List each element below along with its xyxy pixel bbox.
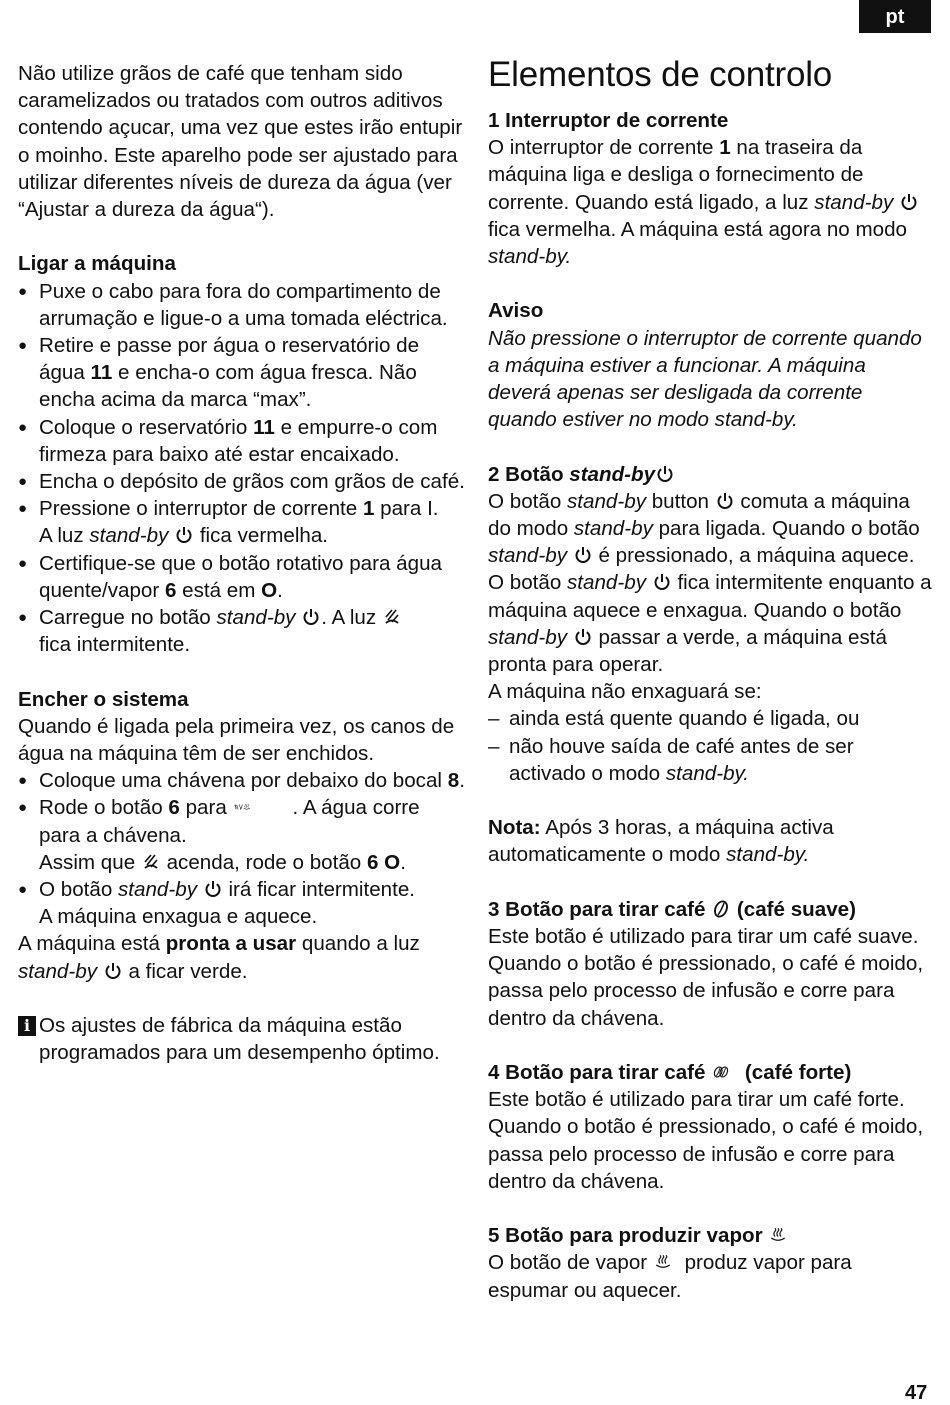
section-title-3: 3 Botão para tirar café (café suave) <box>488 897 856 921</box>
power-icon <box>900 192 918 212</box>
list-item: ● Encha o depósito de grãos com grãos de café. <box>18 468 466 495</box>
section-title-4: 4 Botão para tirar café (café forte) <box>488 1061 852 1085</box>
list-item: ● Puxe o cabo para fora do compartimento de arrumação e ligue-o a uma tomada eléctrica. <box>18 278 466 332</box>
left-column <box>18 60 466 1066</box>
steam-icon <box>769 1225 793 1245</box>
list-item: – não houve saída de café antes de ser activado o modo stand-by. <box>488 733 933 787</box>
section-5-text: O botão de vapor produz vapor para espumar ou aquecer. <box>488 1251 852 1302</box>
list-item: ● Pressione o interruptor de corrente 1 para I. A luz stand-by fica vermelha. <box>18 495 466 549</box>
list-item: ● Carregue no botão stand-by . A luz fica intermitente. <box>18 604 466 658</box>
section-2-text: O botão stand-by button comuta a máquina do modo stand-by para ligada. Quando o botão stand-by é pressionado, a máquina aquece. O botão stand-by fica intermitente enquanto a máquina aquece e enxagua. Quando o botão stand-by passar a verde, a máquina está pronta para operar. <box>488 489 932 677</box>
steam-icon <box>654 1252 678 1272</box>
page-title: Elementos de controlo <box>488 55 833 94</box>
power-icon <box>656 464 674 484</box>
section-1-text: O interruptor de corrente 1 na traseira da máquina liga e desliga o fornecimento de corrente. Quando está ligado, a luz stand-by fica vermelha. A máquina está agora no modo stand-by. <box>488 134 933 270</box>
aviso-text: Não pressione o interruptor de corrente quando a máquina estiver a funcionar. A máquina deverá apenas ser desligada da corrente quando estiver no modo stand-by. <box>488 326 922 432</box>
power-icon <box>302 607 320 627</box>
list-item: ● O botão stand-by irá ficar intermitente. A máquina enxagua e aquece. <box>18 876 466 930</box>
section-title-encher: Encher o sistema <box>18 687 189 711</box>
section-2-list <box>488 705 933 787</box>
power-icon <box>574 545 592 565</box>
coffee-bean-icon <box>712 899 730 919</box>
list-item: ● Certifique-se que o botão rotativo para água quente/vapor 6 está em O. <box>18 550 466 604</box>
section-title-ligar: Ligar a máquina <box>18 252 176 276</box>
page-number: 47 <box>905 1382 928 1404</box>
hot-water-steam-icon <box>234 797 292 817</box>
intro-paragraph: Não utilize grãos de café que tenham sido caramelizados ou tratados com outros aditivos contendo açucar, uma vez que estes irão entupir o moinho. Este aparelho pode ser ajustado para utilizar diferentes níveis de dureza da água (ver “Ajustar a dureza da água“). <box>18 62 463 222</box>
aviso-title: Aviso <box>488 299 544 323</box>
info-note: i Os ajustes de fábrica da máquina estão programados para um desempenho óptimo. <box>18 1012 466 1066</box>
right-column <box>488 55 933 1304</box>
section-2-text-2: A máquina não enxaguará se: <box>488 680 762 704</box>
nota: Nota: Após 3 horas, a máquina activa automaticamente o modo stand-by. <box>488 816 834 867</box>
list-item: ● Rode o botão 6 para . A água corre para a chávena. Assim que acenda, rode o botão 6 O. <box>18 794 466 876</box>
list-item: ● Retire e passe por água o reservatório de água 11 e encha-o com água fresca. Não encha acima da marca “max”. <box>18 332 466 414</box>
section-3-text: Este botão é utilizado para tirar um café suave. Quando o botão é pressionado, o café é moido, passa pelo processo de infusão e corre para dentro da chávena. <box>488 925 924 1030</box>
language-tab: pt <box>859 0 931 33</box>
encher-paragraph: Quando é ligada pela primeira vez, os canos de água na máquina têm de ser enchidos. <box>18 714 455 766</box>
list-item: ● Coloque o reservatório 11 e empurre-o com firmeza para baixo até estar encaixado. <box>18 414 466 468</box>
power-icon <box>204 879 222 899</box>
double-coffee-bean-icon <box>712 1062 738 1082</box>
encher-list <box>18 767 466 930</box>
list-item: – ainda está quente quando é ligada, ou <box>488 705 933 732</box>
section-title-1: 1 Interruptor de corrente <box>488 109 729 132</box>
section-title-5: 5 Botão para produzir vapor <box>488 1222 933 1249</box>
power-icon <box>104 961 122 981</box>
ready-paragraph: A máquina está pronta a usar quando a luz stand-by a ficar verde. <box>18 932 420 983</box>
power-icon <box>716 491 734 511</box>
section-title-2: 2 Botão stand-by <box>488 461 933 488</box>
power-icon <box>653 572 671 592</box>
descale-icon <box>142 852 160 872</box>
section-4-text: Este botão é utilizado para tirar um café forte. Quando o botão é pressionado, o café é moido, passa pelo processo de infusão e corre para dentro da chávena. <box>488 1088 924 1193</box>
power-icon <box>574 627 592 647</box>
info-icon: i <box>18 1016 36 1036</box>
list-item: ● Coloque uma chávena por debaixo do bocal 8. <box>18 767 466 794</box>
ligar-list <box>18 278 466 659</box>
descale-icon <box>383 607 401 627</box>
power-icon <box>175 525 193 545</box>
